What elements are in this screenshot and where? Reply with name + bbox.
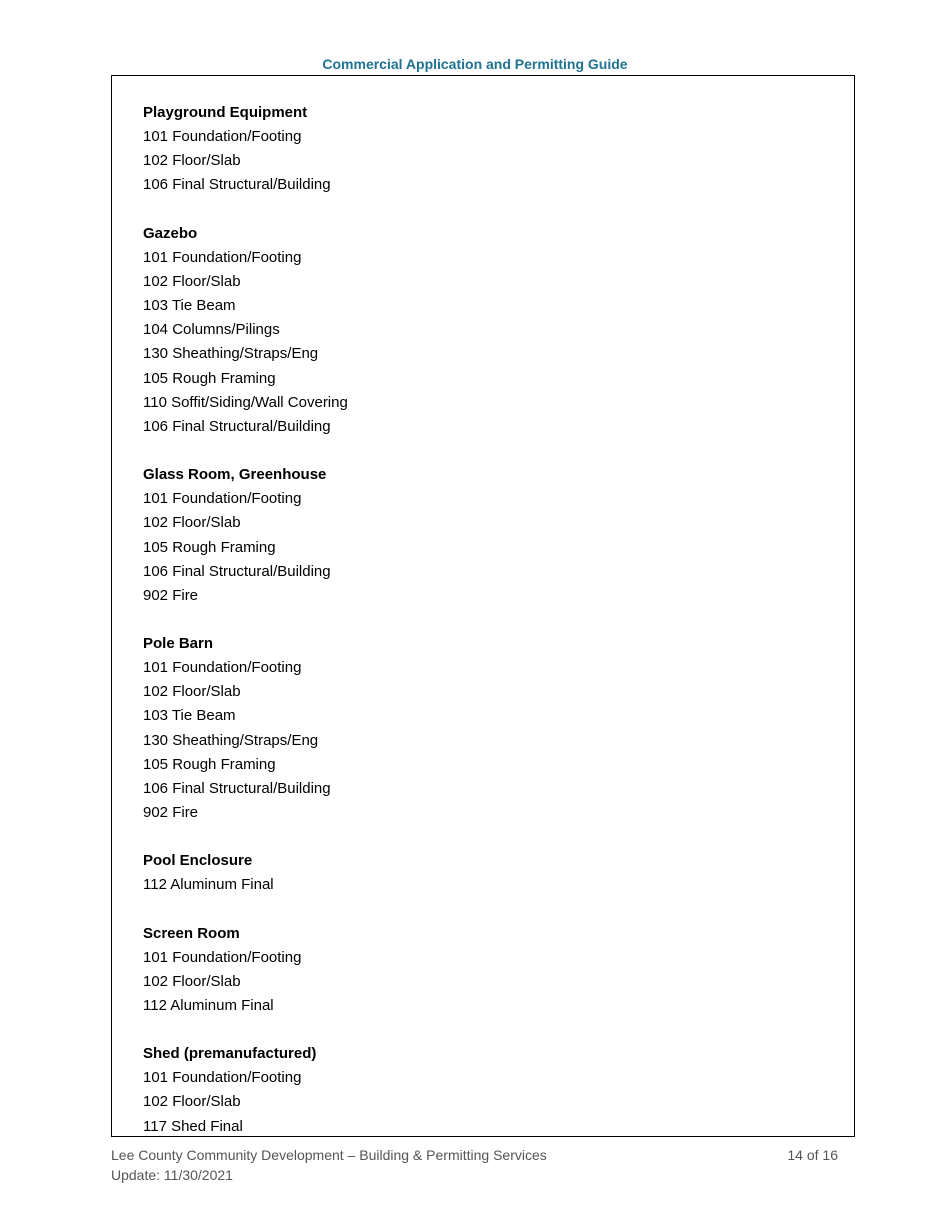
inspection-item: 105 Rough Framing — [143, 538, 276, 556]
inspection-item: 102 Floor/Slab — [143, 972, 241, 990]
inspection-item: 102 Floor/Slab — [143, 1093, 241, 1111]
footer-update-date: Update: 11/30/2021 — [111, 1166, 233, 1183]
inspection-item: 101 Foundation/Footing — [143, 1069, 302, 1087]
inspection-item: 902 Fire — [143, 586, 199, 604]
inspection-section — [143, 849, 348, 897]
inspection-item: 103 Tie Beam — [143, 707, 236, 725]
inspection-item: 130 Sheathing/Straps/Eng — [143, 731, 319, 749]
section-title: Screen Room — [143, 924, 240, 942]
inspection-item: 117 Shed Final — [143, 1117, 243, 1135]
inspection-item: 130 Sheathing/Straps/Eng — [143, 345, 319, 363]
inspection-item: 105 Rough Framing — [143, 369, 276, 387]
inspection-item: 106 Final Structural/Building — [143, 779, 331, 797]
section-title: Gazebo — [143, 224, 198, 242]
inspection-section — [143, 101, 348, 198]
section-title: Shed (premanufactured) — [143, 1045, 317, 1063]
content-box — [111, 75, 855, 1137]
inspection-item: 101 Foundation/Footing — [143, 659, 302, 677]
inspection-item: 104 Columns/Pilings — [143, 321, 280, 339]
page-footer — [111, 1146, 838, 1185]
inspection-item: 101 Foundation/Footing — [143, 490, 302, 508]
inspection-item: 105 Rough Framing — [143, 755, 276, 773]
inspection-item: 106 Final Structural/Building — [143, 417, 331, 435]
inspection-item: 102 Floor/Slab — [143, 683, 241, 701]
inspection-section — [143, 632, 348, 825]
inspection-section — [143, 463, 348, 608]
footer-organization: Lee County Community Development – Building & Permitting Services — [111, 1147, 547, 1163]
inspection-item: 103 Tie Beam — [143, 297, 236, 315]
inspection-section — [143, 1042, 348, 1139]
inspection-item: 902 Fire — [143, 804, 199, 822]
inspection-section — [143, 922, 348, 1019]
inspection-item: 101 Foundation/Footing — [143, 128, 302, 146]
inspection-item: 102 Floor/Slab — [143, 272, 241, 290]
inspection-item: 112 Aluminum Final — [143, 997, 274, 1014]
inspection-item: 102 Floor/Slab — [143, 514, 241, 532]
inspection-item: 106 Final Structural/Building — [143, 176, 331, 194]
inspection-item: 110 Soffit/Siding/Wall Covering — [143, 393, 348, 411]
inspection-item: 101 Foundation/Footing — [143, 248, 302, 266]
footer-line — [111, 1146, 838, 1166]
inspection-item: 101 Foundation/Footing — [143, 948, 302, 966]
section-title: Pole Barn — [143, 634, 214, 652]
section-title: Pool Enclosure — [143, 852, 253, 870]
section-title: Glass Room, Greenhouse — [143, 466, 327, 484]
inspection-item: 102 Floor/Slab — [143, 152, 241, 170]
page-number: 14 of 16 — [787, 1147, 838, 1163]
inspection-item: 112 Aluminum Final — [143, 876, 274, 894]
section-title: Playground Equipment — [143, 104, 308, 121]
inspection-section — [143, 222, 348, 439]
inspection-sections — [143, 101, 348, 1163]
page-header: Commercial Application and Permitting Guide — [322, 56, 628, 72]
inspection-item: 106 Final Structural/Building — [143, 562, 331, 580]
